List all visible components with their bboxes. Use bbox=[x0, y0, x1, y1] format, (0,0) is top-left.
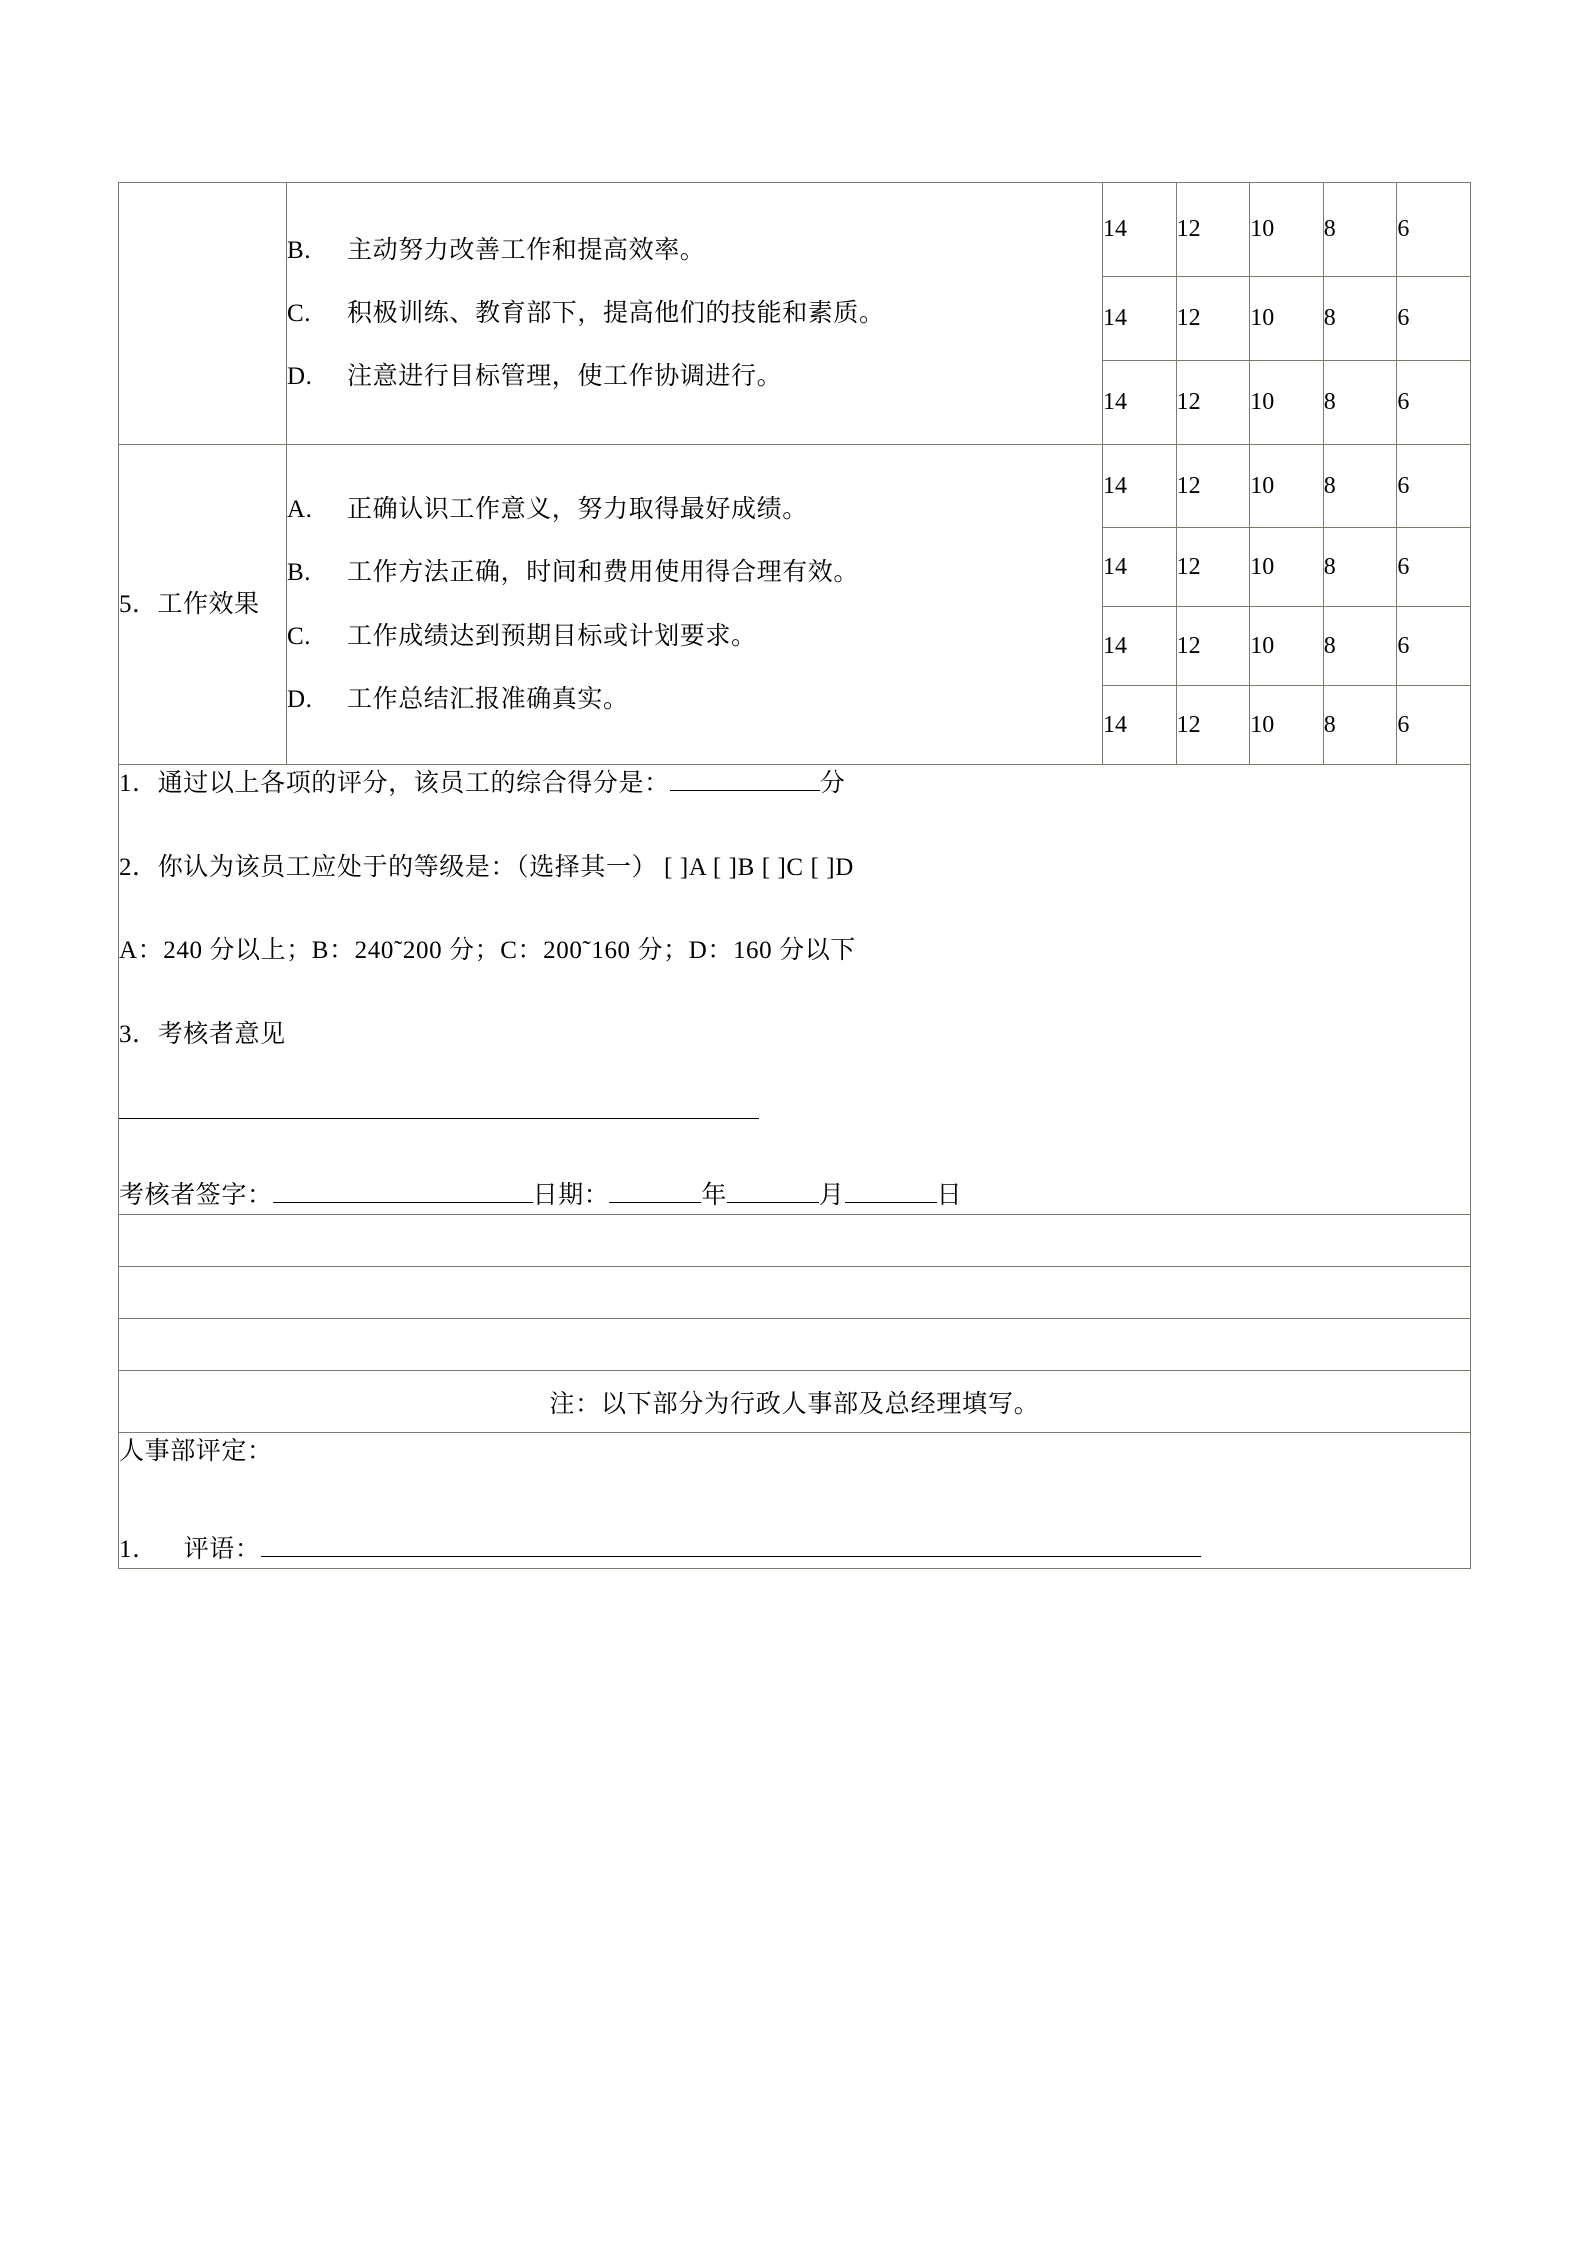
score-option-6[interactable]: 6 bbox=[1397, 183, 1471, 277]
score-option-14[interactable]: 14 bbox=[1103, 361, 1177, 445]
table-row bbox=[119, 445, 1471, 528]
criterion-item bbox=[287, 541, 1102, 604]
appraisal-form-sheet bbox=[118, 182, 1470, 1569]
hr-section-title: 人事部评定： bbox=[119, 1438, 273, 1465]
month-label: 月 bbox=[819, 1181, 845, 1209]
score-option-8[interactable]: 8 bbox=[1323, 183, 1397, 277]
table-row bbox=[119, 1215, 1471, 1267]
signature-input[interactable] bbox=[273, 1202, 533, 1203]
criterion-text: 注意进行目标管理，使工作协调进行。 bbox=[347, 363, 783, 391]
appraiser-opinion-input[interactable] bbox=[119, 1118, 759, 1119]
empty-writing-row[interactable] bbox=[119, 1215, 1471, 1267]
signature-date-line bbox=[119, 1177, 1470, 1215]
score-option-14[interactable]: 14 bbox=[1103, 277, 1177, 361]
appraiser-opinion-line bbox=[119, 1093, 1470, 1131]
criterion-text: 工作成绩达到预期目标或计划要求。 bbox=[347, 622, 757, 650]
hr-evaluation-cell bbox=[119, 1433, 1471, 1569]
score-option-14[interactable]: 14 bbox=[1103, 445, 1177, 528]
score-option-6[interactable]: 6 bbox=[1397, 686, 1471, 765]
notice-bar: 注：以下部分为行政人事部及总经理填写。 bbox=[119, 1371, 1471, 1433]
summary-grade-line[interactable]: 2．你认为该员工应处于的等级是：（选择其一） [ ]A [ ]B [ ]C [ ]D bbox=[119, 853, 854, 881]
criterion-letter: B. bbox=[287, 236, 312, 264]
score-option-8[interactable]: 8 bbox=[1323, 277, 1397, 361]
summary-group bbox=[119, 765, 1471, 1215]
score-option-12[interactable]: 12 bbox=[1176, 607, 1250, 686]
criterion-letter: C. bbox=[287, 622, 312, 650]
date-label: 日期： bbox=[532, 1181, 610, 1209]
table-row bbox=[119, 1319, 1471, 1371]
section-group-work-effectiveness bbox=[119, 445, 1471, 765]
score-option-12[interactable]: 12 bbox=[1176, 277, 1250, 361]
criterion-text: 工作方法正确，时间和费用使用得合理有效。 bbox=[347, 559, 860, 587]
score-option-10[interactable]: 10 bbox=[1250, 528, 1324, 607]
criteria-cell-work-effectiveness bbox=[287, 445, 1103, 765]
criterion-item bbox=[287, 668, 1102, 731]
appraiser-opinion-label: 3．考核者意见 bbox=[119, 1020, 286, 1048]
score-option-8[interactable]: 8 bbox=[1323, 686, 1397, 765]
year-label: 年 bbox=[701, 1181, 728, 1209]
criterion-letter: D. bbox=[287, 685, 313, 713]
score-option-12[interactable]: 12 bbox=[1176, 361, 1250, 445]
summary-cell bbox=[119, 765, 1471, 1215]
section-group-continued bbox=[119, 183, 1471, 445]
empty-rows-group bbox=[119, 1215, 1471, 1371]
summary-total-score-prefix: 1．通过以上各项的评分，该员工的综合得分是： bbox=[119, 770, 670, 797]
score-option-14[interactable]: 14 bbox=[1103, 686, 1177, 765]
table-row bbox=[119, 765, 1471, 1215]
hr-comment-number: 1． bbox=[119, 1535, 158, 1563]
appraisal-table bbox=[118, 182, 1471, 1569]
criterion-item bbox=[287, 605, 1102, 668]
table-row bbox=[119, 1267, 1471, 1319]
criterion-text: 工作总结汇报准确真实。 bbox=[347, 685, 629, 713]
score-option-12[interactable]: 12 bbox=[1176, 445, 1250, 528]
criterion-item bbox=[287, 478, 1102, 541]
score-option-6[interactable]: 6 bbox=[1397, 528, 1471, 607]
criterion-item bbox=[287, 282, 1102, 345]
hr-comment-label: 评语： bbox=[183, 1535, 261, 1563]
empty-writing-row[interactable] bbox=[119, 1319, 1471, 1371]
year-input[interactable] bbox=[609, 1202, 701, 1203]
day-label: 日 bbox=[936, 1181, 963, 1209]
score-option-10[interactable]: 10 bbox=[1250, 277, 1324, 361]
month-input[interactable] bbox=[727, 1202, 819, 1203]
score-option-8[interactable]: 8 bbox=[1323, 361, 1397, 445]
score-option-12[interactable]: 12 bbox=[1176, 528, 1250, 607]
criterion-text: 积极训练、教育部下，提高他们的技能和素质。 bbox=[347, 299, 885, 327]
score-option-10[interactable]: 10 bbox=[1250, 361, 1324, 445]
summary-total-score-suffix: 分 bbox=[819, 770, 846, 797]
signature-label: 考核者签字： bbox=[119, 1181, 273, 1209]
score-option-10[interactable]: 10 bbox=[1250, 607, 1324, 686]
hr-comment-line bbox=[119, 1531, 1470, 1569]
score-option-14[interactable]: 14 bbox=[1103, 607, 1177, 686]
score-option-14[interactable]: 14 bbox=[1103, 528, 1177, 607]
score-option-12[interactable]: 12 bbox=[1176, 183, 1250, 277]
criterion-letter: C. bbox=[287, 299, 312, 327]
score-option-10[interactable]: 10 bbox=[1250, 183, 1324, 277]
table-row bbox=[119, 183, 1471, 277]
total-score-input[interactable] bbox=[670, 790, 820, 791]
score-option-6[interactable]: 6 bbox=[1397, 607, 1471, 686]
score-option-12[interactable]: 12 bbox=[1176, 686, 1250, 765]
criterion-text: 主动努力改善工作和提高效率。 bbox=[347, 236, 706, 264]
category-label-cell-continued bbox=[119, 183, 287, 445]
score-option-8[interactable]: 8 bbox=[1323, 445, 1397, 528]
criteria-cell-continued bbox=[287, 183, 1103, 445]
criterion-item bbox=[287, 345, 1102, 408]
score-option-8[interactable]: 8 bbox=[1323, 528, 1397, 607]
criterion-letter: A. bbox=[287, 496, 313, 523]
hr-section-group bbox=[119, 1433, 1471, 1569]
criterion-letter: B. bbox=[287, 559, 312, 587]
score-option-10[interactable]: 10 bbox=[1250, 445, 1324, 528]
table-row bbox=[119, 1371, 1471, 1433]
criterion-item bbox=[287, 219, 1102, 282]
table-row bbox=[119, 1433, 1471, 1569]
hr-comment-input[interactable] bbox=[261, 1556, 1201, 1557]
score-option-8[interactable]: 8 bbox=[1323, 607, 1397, 686]
score-option-6[interactable]: 6 bbox=[1397, 445, 1471, 528]
score-option-10[interactable]: 10 bbox=[1250, 686, 1324, 765]
summary-total-score-line bbox=[119, 765, 1470, 803]
score-option-6[interactable]: 6 bbox=[1397, 361, 1471, 445]
notice-group bbox=[119, 1371, 1471, 1433]
score-option-6[interactable]: 6 bbox=[1397, 277, 1471, 361]
grade-scale-line: A：240 分以上；B：240˜200 分；C：200˜160 分；D：160 分以下 bbox=[119, 937, 856, 964]
day-input[interactable] bbox=[845, 1202, 937, 1203]
empty-writing-row[interactable] bbox=[119, 1267, 1471, 1319]
category-label-cell-work-effectiveness: 5．工作效果 bbox=[119, 445, 287, 765]
criterion-text: 正确认识工作意义，努力取得最好成绩。 bbox=[347, 496, 808, 523]
score-option-14[interactable]: 14 bbox=[1103, 183, 1177, 277]
criterion-letter: D. bbox=[287, 363, 313, 391]
